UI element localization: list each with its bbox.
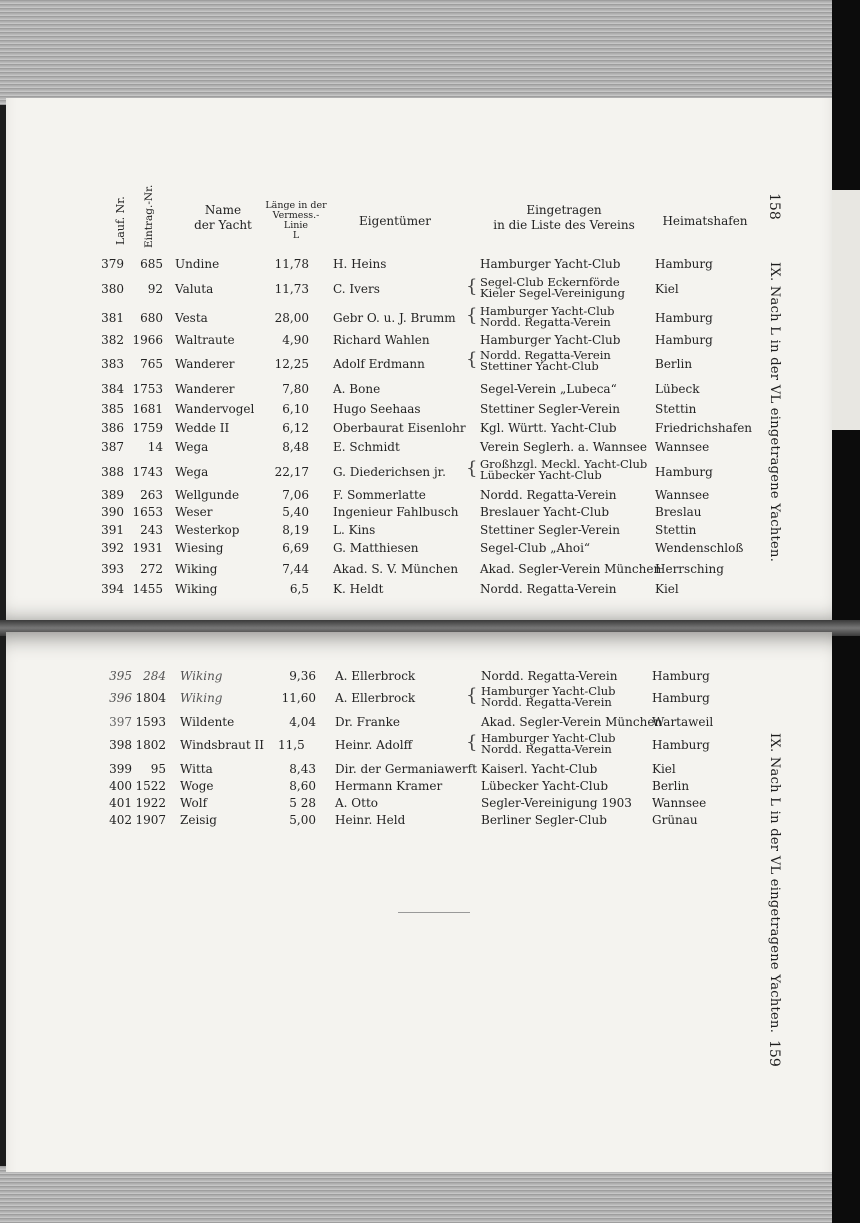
cell-eintrag: 685: [140, 257, 163, 271]
cell-lauf: 400: [109, 779, 132, 793]
cell-name: Wanderer: [175, 357, 235, 371]
cell-verein: Kaiserl. Yacht-Club: [481, 762, 598, 776]
cell-eintrag: 1966: [132, 333, 163, 347]
cell-eigentuemer: F. Sommerlatte: [333, 488, 426, 502]
cell-eigentuemer: Akad. S. V. München: [333, 562, 459, 576]
cell-eintrag: 1759: [132, 421, 163, 435]
cell-laenge: 6,69: [282, 541, 309, 555]
cell-eigentuemer: Ingenieur Fahlbusch: [333, 505, 459, 519]
cell-eigentuemer: A. Ellerbrock: [335, 669, 416, 683]
cell-name: Wandervogel: [175, 402, 255, 416]
cell-verein-2: Stettiner Yacht-Club: [480, 359, 599, 373]
header-eingetragen-line1: Eingetragen: [526, 203, 602, 217]
cell-eintrag: 284: [143, 669, 166, 683]
cell-name: Wildente: [180, 715, 235, 729]
cell-eigentuemer: A. Otto: [335, 796, 379, 810]
cell-name: Wega: [175, 465, 209, 479]
cell-verein: Nordd. Regatta-Verein: [480, 348, 611, 362]
header-eingetragen: [478, 203, 650, 233]
brace-glyph: {: [466, 349, 478, 370]
cell-eigentuemer: Heinr. Held: [335, 813, 406, 827]
cell-laenge: 5,00: [289, 813, 316, 827]
cell-eigentuemer: Dir. der Germaniawerft: [335, 762, 477, 776]
cell-hafen: Hamburg: [655, 465, 713, 479]
cell-lauf: 383: [101, 357, 124, 371]
cell-lauf: 396: [109, 691, 132, 705]
table-row: [0, 440, 830, 460]
cell-lauf: 391: [101, 523, 124, 537]
cell-verein: Stettiner Segler-Verein: [480, 402, 620, 416]
cell-eintrag: 14: [147, 440, 163, 454]
cell-name: Wolf: [180, 796, 208, 810]
cell-name: Westerkop: [175, 523, 240, 537]
cell-laenge: 5,40: [282, 505, 309, 519]
cell-verein: Hamburger Yacht-Club: [480, 333, 621, 347]
cell-eigentuemer: A. Ellerbrock: [335, 691, 416, 705]
header-eingetragen-line2: in die Liste des Vereins: [493, 218, 635, 232]
header-lauf: Lauf. Nr.: [114, 196, 127, 245]
header-laenge: [258, 201, 334, 241]
cell-eintrag: 1804: [135, 691, 166, 705]
cell-laenge: 8,48: [282, 440, 309, 454]
cell-eigentuemer: Adolf Erdmann: [333, 357, 425, 371]
cell-eintrag: 1681: [132, 402, 163, 416]
cell-verein: Segel-Club Eckernförde: [480, 275, 620, 289]
cell-verein: Stettiner Segler-Verein: [480, 523, 620, 537]
cell-laenge: 28,00: [274, 311, 309, 325]
cell-eigentuemer: C. Ivers: [333, 282, 380, 296]
cell-verein: Berliner Segler-Club: [481, 813, 607, 827]
cell-name: Wega: [175, 440, 209, 454]
cell-hafen: Wendenschloß: [655, 541, 744, 555]
cell-hafen: Wartaweil: [652, 715, 714, 729]
cell-eigentuemer: E. Schmidt: [333, 440, 400, 454]
cell-verein-2: Kieler Segel-Vereinigung: [480, 286, 625, 300]
table-row: [0, 382, 830, 402]
cell-eigentuemer: L. Kins: [333, 523, 376, 537]
cell-lauf: 389: [101, 488, 124, 502]
cell-name: Zeisig: [180, 813, 217, 827]
cell-laenge: 8,60: [289, 779, 316, 793]
cell-eintrag: 680: [140, 311, 163, 325]
cell-eintrag: 1522: [135, 779, 166, 793]
table-row: [0, 715, 830, 735]
cell-eintrag: 1907: [135, 813, 166, 827]
cell-lauf: 384: [101, 382, 124, 396]
cell-eintrag: 1653: [132, 505, 163, 519]
cell-name: Undine: [175, 257, 220, 271]
cell-eintrag: 95: [150, 762, 166, 776]
cell-eigentuemer: A. Bone: [333, 382, 381, 396]
cell-laenge: 11,60: [281, 691, 316, 705]
cell-hafen: Hamburg: [652, 738, 710, 752]
cell-eigentuemer: Heinr. Adolff: [335, 738, 413, 752]
cell-eintrag: 272: [140, 562, 163, 576]
header-name-line2: der Yacht: [194, 218, 252, 232]
running-title-159: IX. Nach L in der VL eingetragene Yachten.: [767, 733, 782, 1034]
cell-hafen: Kiel: [655, 582, 679, 596]
cell-hafen: Friedrichshafen: [655, 421, 753, 435]
table-row: [0, 505, 830, 525]
cell-name: Wedde II: [175, 421, 230, 435]
cell-eigentuemer: Hugo Seehaas: [333, 402, 421, 416]
cell-verein: Hamburger Yacht-Club: [481, 731, 616, 745]
cell-verein-2: Lübecker Yacht-Club: [480, 468, 602, 482]
cell-verein: Akad. Segler-Verein München: [480, 562, 662, 576]
cell-laenge: 6,10: [282, 402, 309, 416]
table-row: [0, 402, 830, 422]
cell-hafen: Hamburg: [655, 333, 713, 347]
cell-lauf: 401: [109, 796, 132, 810]
cell-eintrag: 1593: [135, 715, 166, 729]
cell-laenge: 11,78: [274, 257, 309, 271]
cell-hafen: Hamburg: [652, 669, 710, 683]
cell-lauf: 390: [101, 505, 124, 519]
cell-verein: Nordd. Regatta-Verein: [480, 582, 617, 596]
header-name-line1: Name: [204, 203, 242, 217]
cell-name: Woge: [180, 779, 214, 793]
cell-lauf: 392: [101, 541, 124, 555]
cell-verein: Segler-Vereinigung 1903: [481, 796, 632, 810]
table-row: [0, 523, 830, 543]
cell-laenge: 4,04: [289, 715, 316, 729]
table-row: [0, 733, 830, 757]
cell-eigentuemer: Hermann Kramer: [335, 779, 443, 793]
cell-laenge: 9,36: [289, 669, 316, 683]
cell-name: Windsbraut II: [180, 738, 264, 752]
table-row: [0, 686, 830, 710]
cell-laenge: 22,17: [274, 465, 309, 479]
cell-hafen: Hamburg: [652, 691, 710, 705]
header-laenge-line3: Linie: [283, 220, 309, 231]
page-number-158: 158: [766, 193, 782, 220]
cell-eintrag: 263: [140, 488, 163, 502]
cell-eigentuemer: Gebr O. u. J. Brumm: [333, 311, 456, 325]
cell-hafen: Stettin: [655, 402, 697, 416]
cell-laenge: 5 28: [289, 796, 316, 810]
cell-eintrag: 1931: [132, 541, 163, 555]
cell-verein: Akad. Segler-Verein München: [481, 715, 663, 729]
cell-verein: Segel-Club „Ahoi“: [480, 541, 591, 555]
cell-hafen: Grünau: [652, 813, 698, 827]
cell-eigentuemer: Richard Wahlen: [333, 333, 430, 347]
brace-glyph: {: [466, 305, 478, 326]
cell-name: Weser: [175, 505, 213, 519]
page-159: [6, 632, 832, 1172]
cell-name: Wiking: [175, 582, 218, 596]
cell-verein: Hamburger Yacht-Club: [480, 304, 615, 318]
table-row: [0, 257, 830, 277]
cell-hafen: Berlin: [655, 357, 693, 371]
cell-eigentuemer: H. Heins: [333, 257, 387, 271]
page-number-159: 159: [766, 1040, 782, 1067]
cell-eigentuemer: Dr. Franke: [335, 715, 400, 729]
cell-verein: Hamburger Yacht-Club: [480, 257, 621, 271]
cell-hafen: Kiel: [652, 762, 676, 776]
cell-lauf: 382: [101, 333, 124, 347]
cell-eintrag: 1922: [135, 796, 166, 810]
cell-hafen: Kiel: [655, 282, 679, 296]
cell-hafen: Wannsee: [655, 488, 710, 502]
cell-laenge: 4,90: [282, 333, 309, 347]
cell-laenge: 8,43: [289, 762, 316, 776]
cell-laenge: 11,73: [274, 282, 309, 296]
cell-name: Vesta: [175, 311, 208, 325]
cell-verein: Lübecker Yacht-Club: [481, 779, 609, 793]
cell-verein: Verein Seglerh. a. Wannsee: [480, 440, 647, 454]
header-laenge-line1: Länge in der: [265, 200, 327, 211]
cell-hafen: Hamburg: [655, 311, 713, 325]
cell-lauf: 387: [101, 440, 124, 454]
cell-laenge: 6,12: [282, 421, 309, 435]
cell-lauf: 395: [109, 669, 132, 683]
cell-laenge: 12,25: [274, 357, 309, 371]
cell-laenge: 7,06: [282, 488, 309, 502]
cell-verein-2: Nordd. Regatta-Verein: [481, 695, 612, 709]
cell-name: Valuta: [175, 282, 214, 296]
cell-eintrag: 243: [140, 523, 163, 537]
cell-lauf: 386: [101, 421, 124, 435]
table-row: [0, 306, 830, 330]
cell-verein: Nordd. Regatta-Verein: [480, 488, 617, 502]
cell-verein-2: Nordd. Regatta-Verein: [480, 315, 611, 329]
cell-lauf: 379: [101, 257, 124, 271]
cell-lauf: 394: [101, 582, 124, 596]
cell-eigentuemer: Oberbaurat Eisenlohr: [333, 421, 466, 435]
cell-verein: Nordd. Regatta-Verein: [481, 669, 618, 683]
cell-laenge: 7,80: [282, 382, 309, 396]
cell-hafen: Breslau: [655, 505, 702, 519]
cell-name: Wanderer: [175, 382, 235, 396]
cell-hafen: Hamburg: [655, 257, 713, 271]
header-laenge-line2: Vermess.-: [272, 210, 320, 221]
cell-hafen: Berlin: [652, 779, 690, 793]
page-edges-top: [0, 0, 860, 105]
cell-hafen: Stettin: [655, 523, 697, 537]
section-end-rule: [398, 912, 470, 913]
cell-name: Waltraute: [175, 333, 235, 347]
header-heimatshafen: Heimatshafen: [662, 214, 748, 228]
cell-verein: Breslauer Yacht-Club: [480, 505, 610, 519]
cell-lauf: 397: [109, 715, 132, 729]
cell-eintrag: 765: [140, 357, 163, 371]
cell-lauf: 381: [101, 311, 124, 325]
cell-name: Wiking: [180, 669, 223, 683]
cell-verein: Kgl. Württ. Yacht-Club: [480, 421, 617, 435]
scan-background: [832, 0, 860, 1223]
cell-lauf: 393: [101, 562, 124, 576]
header-name: [178, 203, 268, 233]
cell-laenge: 6,5: [289, 582, 309, 596]
cell-name: Witta: [180, 762, 213, 776]
table-row: [0, 459, 830, 483]
table-row: [0, 541, 830, 561]
cell-eigentuemer: G. Matthiesen: [333, 541, 419, 555]
cell-laenge: 7,44: [282, 562, 309, 576]
brace-glyph: {: [466, 458, 478, 479]
brace-glyph: {: [466, 732, 478, 753]
cell-lauf: 398: [109, 738, 132, 752]
header-eintrag: Eintrag.-Nr.: [143, 184, 155, 248]
page-edges-bottom: [0, 1166, 860, 1223]
cell-lauf: 388: [101, 465, 124, 479]
cell-eigentuemer: G. Diederichsen jr.: [333, 465, 446, 479]
table-row: [0, 421, 830, 441]
table-row: [0, 277, 830, 301]
cell-eintrag: 1743: [132, 465, 163, 479]
brace-glyph: {: [466, 276, 478, 297]
cell-laenge: 8,19: [282, 523, 309, 537]
cell-hafen: Herrsching: [655, 562, 724, 576]
header-laenge-line4: L: [292, 230, 300, 241]
cell-eintrag: 1802: [135, 738, 166, 752]
brace-glyph: {: [466, 685, 478, 706]
scan-background-light: [832, 190, 860, 430]
cell-eintrag: 1753: [132, 382, 163, 396]
cell-eintrag: 1455: [132, 582, 163, 596]
cell-laenge: 11,5: [278, 738, 305, 752]
cell-name: Wellgunde: [175, 488, 240, 502]
cell-lauf: 402: [109, 813, 132, 827]
cell-hafen: Lübeck: [655, 382, 700, 396]
cell-lauf: 385: [101, 402, 124, 416]
cell-name: Wiking: [180, 691, 223, 705]
cell-verein-2: Nordd. Regatta-Verein: [481, 742, 612, 756]
cell-verein: Großhzgl. Meckl. Yacht-Club: [480, 457, 648, 471]
cell-name: Wiesing: [175, 541, 224, 555]
header-eigentuemer: Eigentümer: [359, 214, 431, 228]
cell-verein: Hamburger Yacht-Club: [481, 684, 616, 698]
cell-hafen: Wannsee: [655, 440, 710, 454]
cell-lauf: 380: [101, 282, 124, 296]
table-row: [0, 582, 830, 602]
cell-verein: Segel-Verein „Lubeca“: [480, 382, 617, 396]
cell-name: Wiking: [175, 562, 218, 576]
table-row: [0, 350, 830, 374]
table-row: [0, 813, 830, 833]
cell-eigentuemer: K. Heldt: [333, 582, 384, 596]
cell-lauf: 399: [109, 762, 132, 776]
table-row: [0, 562, 830, 582]
running-title-158: IX. Nach L in der VL eingetragene Yachten.: [767, 262, 782, 563]
cell-eintrag: 92: [147, 282, 163, 296]
cell-hafen: Wannsee: [652, 796, 707, 810]
